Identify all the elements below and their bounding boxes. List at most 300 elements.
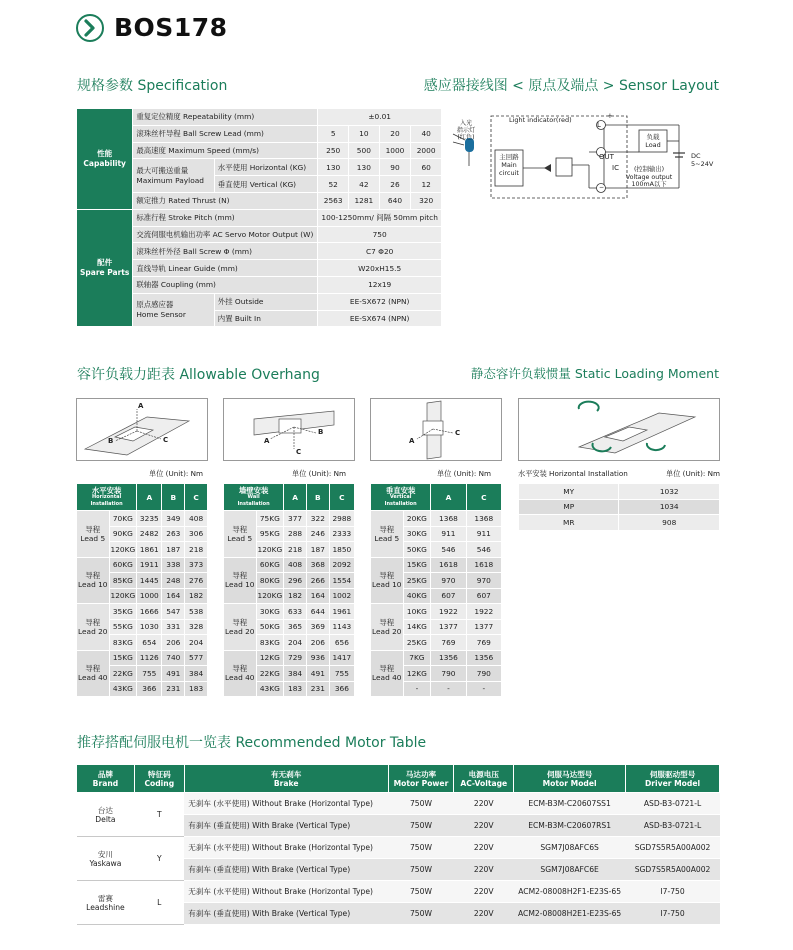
- load-cell: 120KG: [256, 542, 284, 558]
- table-row: [371, 650, 502, 666]
- value-cell: 1368: [431, 511, 466, 527]
- value-cell: 633: [284, 604, 307, 620]
- lead-en: Lead 5: [80, 533, 106, 543]
- motor-col-header: 特征码 Coding: [134, 765, 184, 793]
- load-cell: 55KG: [109, 619, 137, 635]
- load-cell: 50KG: [403, 542, 431, 558]
- voltage-cell: 220V: [454, 903, 514, 925]
- value-cell: 164: [306, 588, 329, 604]
- static-moment-illustration: [519, 399, 719, 460]
- light-indicator-cn: 入光 指示灯 (红色): [456, 120, 476, 141]
- load-cell: 12KG: [256, 650, 284, 666]
- lead-cell: [371, 604, 404, 651]
- lead-cn: 导程: [232, 664, 248, 674]
- motor-col-header: 伺服马达型号 Motor Model: [514, 765, 626, 793]
- capability-label: 性能 Capability: [77, 109, 133, 210]
- outside-value: EE-SX672 (NPN): [318, 293, 442, 310]
- thrust-value: 1281: [349, 192, 380, 209]
- lead-cn: 导程: [85, 571, 101, 581]
- value-cell: 296: [284, 573, 307, 589]
- value-cell: 328: [185, 619, 208, 635]
- load-cell: 15KG: [109, 650, 137, 666]
- lead-cell: [224, 650, 257, 697]
- load-cell: 35KG: [109, 604, 137, 620]
- motor-col-header: 有无刹车 Brake: [184, 765, 388, 793]
- table-row: [77, 881, 720, 903]
- lead-cn: 导程: [85, 617, 101, 627]
- value-cell: 218: [185, 542, 208, 558]
- value-cell: -: [431, 681, 466, 697]
- lead-en: Lead 5: [374, 533, 400, 543]
- load-cell: 10KG: [403, 604, 431, 620]
- table-row: [224, 511, 355, 527]
- value-cell: 1356: [431, 650, 466, 666]
- load-label: 负载 Load: [645, 133, 661, 149]
- static-moment-table: [518, 483, 720, 531]
- voltage-cell: 220V: [454, 881, 514, 903]
- wall-overhang-table: [223, 483, 355, 697]
- lead-cn: 导程: [379, 617, 395, 627]
- lead-cell: [77, 557, 110, 604]
- value-cell: 3235: [137, 511, 162, 527]
- moment-label: MP: [519, 499, 619, 515]
- lead-cn: 导程: [232, 571, 248, 581]
- value-cell: 970: [466, 573, 501, 589]
- value-cell: 1002: [329, 588, 354, 604]
- speed-value: 2000: [411, 142, 442, 159]
- driver-model-cell: ASD-B3-0721-L: [626, 793, 720, 815]
- repeatability-value: ±0.01: [318, 109, 442, 126]
- load-cell: 15KG: [403, 557, 431, 573]
- screw-value: C7 Φ20: [318, 243, 442, 260]
- value-cell: 349: [162, 511, 185, 527]
- value-cell: 1417: [329, 650, 354, 666]
- table-row: [371, 557, 502, 573]
- moment-label: MR: [519, 515, 619, 531]
- moment-value: 908: [619, 515, 720, 531]
- overhang-section-title: 容许负载力距表 Allowable Overhang: [77, 367, 320, 383]
- lead-cell: [77, 604, 110, 651]
- table-row: [77, 557, 208, 573]
- static-unit-label: 单位 (Unit): Nm: [666, 469, 720, 478]
- moment-value: 1032: [619, 484, 720, 500]
- value-cell: 1377: [431, 619, 466, 635]
- value-cell: 1030: [137, 619, 162, 635]
- brake-cell: 有刹车 (垂直使用) With Brake (Vertical Type): [184, 859, 388, 881]
- value-cell: 306: [185, 526, 208, 542]
- value-cell: 1000: [137, 588, 162, 604]
- value-cell: 1850: [329, 542, 354, 558]
- value-cell: 231: [306, 681, 329, 697]
- lead-en: Lead 20: [78, 626, 108, 636]
- lead-en: Lead 10: [372, 580, 402, 590]
- terminal-minus-label: −: [599, 184, 605, 191]
- load-cell: 120KG: [109, 588, 137, 604]
- power-cell: 750W: [388, 859, 454, 881]
- load-cell: 7KG: [403, 650, 431, 666]
- value-cell: 547: [162, 604, 185, 620]
- load-cell: 43KG: [256, 681, 284, 697]
- col-a-header: A: [137, 484, 162, 511]
- stroke-value: 100-1250mm/ 间隔 50mm pitch: [318, 209, 442, 226]
- screw-label: 滚珠丝杆外径 Ball Screw Φ (mm): [133, 243, 318, 260]
- lead-cell: [371, 511, 404, 558]
- brake-cell: 无刹车 (水平使用) Without Brake (Horizontal Type): [184, 881, 388, 903]
- col-c-header: C: [466, 484, 501, 511]
- axis-b-label: B: [108, 437, 114, 445]
- value-cell: 2482: [137, 526, 162, 542]
- voltage-cell: 220V: [454, 859, 514, 881]
- value-cell: 182: [284, 588, 307, 604]
- value-cell: 790: [431, 666, 466, 682]
- table-row: [371, 511, 502, 527]
- wall-actuator-illustration: [224, 399, 354, 460]
- driver-model-cell: SGD7S5R5A00A002: [626, 837, 720, 859]
- lead-cell: [371, 650, 404, 697]
- value-cell: 1554: [329, 573, 354, 589]
- value-cell: 491: [162, 666, 185, 682]
- light-indicator-label: Light indicator(red): [509, 116, 572, 124]
- lead-value: 20: [379, 125, 411, 142]
- chevron-right-icon: [76, 14, 104, 42]
- value-cell: 740: [162, 650, 185, 666]
- value-cell: 654: [137, 635, 162, 651]
- lead-en: Lead 40: [372, 673, 402, 683]
- value-cell: 408: [185, 511, 208, 527]
- axis-b-label: B: [318, 428, 324, 436]
- axis-a-label: A: [138, 402, 144, 410]
- value-cell: 1922: [466, 604, 501, 620]
- col-b-header: B: [162, 484, 185, 511]
- load-cell: 50KG: [256, 619, 284, 635]
- motor-col-header: 电源电压 AC-Voltage: [454, 765, 514, 793]
- value-cell: 384: [185, 666, 208, 682]
- load-cell: 95KG: [256, 526, 284, 542]
- horizontal-value: 90: [379, 159, 411, 176]
- load-cell: 120KG: [109, 542, 137, 558]
- builtin-value: EE-SX674 (NPN): [318, 310, 442, 327]
- table-row: [519, 515, 720, 531]
- motor-section-title: 推荐搭配伺服电机一览表 Recommended Motor Table: [77, 735, 427, 751]
- vertical-label: 垂直使用 Vertical (KG): [214, 176, 318, 193]
- value-cell: 769: [466, 635, 501, 651]
- axis-a-label: A: [264, 437, 270, 445]
- guide-label: 直线导轨 Linear Guide (mm): [133, 260, 318, 277]
- lead-en: Lead 10: [78, 580, 108, 590]
- value-cell: 790: [466, 666, 501, 682]
- lead-cn: 导程: [85, 524, 101, 534]
- value-cell: 204: [185, 635, 208, 651]
- load-cell: 85KG: [109, 573, 137, 589]
- vertical-unit-label: 单位 (Unit): Nm: [437, 469, 491, 478]
- value-cell: 369: [306, 619, 329, 635]
- table-row: [371, 604, 502, 620]
- load-cell: 22KG: [109, 666, 137, 682]
- spec-table: [76, 108, 442, 327]
- main-circuit-label: 主回路 Main circuit: [499, 153, 519, 177]
- coupling-label: 联轴器 Coupling (mm): [133, 276, 318, 293]
- value-cell: 288: [284, 526, 307, 542]
- motor-output-value: 750: [318, 226, 442, 243]
- value-cell: 1618: [466, 557, 501, 573]
- table-row: [224, 557, 355, 573]
- load-cell: 43KG: [109, 681, 137, 697]
- value-cell: 206: [306, 635, 329, 651]
- value-cell: 204: [284, 635, 307, 651]
- brake-cell: 有刹车 (垂直使用) With Brake (Vertical Type): [184, 903, 388, 925]
- value-cell: 366: [137, 681, 162, 697]
- driver-model-cell: I7-750: [626, 903, 720, 925]
- value-cell: 911: [431, 526, 466, 542]
- power-cell: 750W: [388, 837, 454, 859]
- value-cell: 263: [162, 526, 185, 542]
- driver-model-cell: I7-750: [626, 881, 720, 903]
- stroke-label: 标准行程 Stroke Pitch (mm): [133, 209, 318, 226]
- horizontal-install-header: 水平安装 Horizontal Installation: [77, 484, 137, 511]
- value-cell: 755: [329, 666, 354, 682]
- thrust-value: 320: [411, 192, 442, 209]
- axis-a-label: A: [409, 437, 415, 445]
- motor-col-header: 品牌 Brand: [77, 765, 135, 793]
- load-cell: 83KG: [256, 635, 284, 651]
- power-cell: 750W: [388, 903, 454, 925]
- vertical-value: 26: [379, 176, 411, 193]
- load-cell: 30KG: [403, 526, 431, 542]
- value-cell: 206: [162, 635, 185, 651]
- value-cell: -: [466, 681, 501, 697]
- lead-cn: 导程: [232, 617, 248, 627]
- vertical-install-diagram: [370, 398, 502, 461]
- value-cell: 246: [306, 526, 329, 542]
- coding-cell: Y: [134, 837, 184, 881]
- value-cell: 2988: [329, 511, 354, 527]
- value-cell: 729: [284, 650, 307, 666]
- brake-cell: 有刹车 (垂直使用) With Brake (Vertical Type): [184, 815, 388, 837]
- motor-model-cell: ECM-B3M-C20607RS1: [514, 815, 626, 837]
- value-cell: 1143: [329, 619, 354, 635]
- load-cell: 40KG: [403, 588, 431, 604]
- table-row: [519, 499, 720, 515]
- col-b-header: B: [306, 484, 329, 511]
- brand-cell: 雷赛 Leadshine: [77, 881, 135, 925]
- axis-c-label: C: [455, 429, 461, 437]
- lead-cn: 导程: [379, 664, 395, 674]
- value-cell: 182: [185, 588, 208, 604]
- value-cell: 1618: [431, 557, 466, 573]
- builtin-label: 内置 Built In: [214, 310, 318, 327]
- brand-cell: 台达 Delta: [77, 793, 135, 837]
- table-row: [77, 837, 720, 859]
- payload-label: 最大可搬送重量 Maximum Payload: [133, 159, 214, 193]
- lead-value: 5: [318, 125, 349, 142]
- repeatability-label: 重复定位精度 Repeatability (mm): [133, 109, 318, 126]
- load-cell: 90KG: [109, 526, 137, 542]
- value-cell: 769: [431, 635, 466, 651]
- driver-model-cell: ASD-B3-0721-L: [626, 815, 720, 837]
- load-cell: 60KG: [109, 557, 137, 573]
- speed-value: 500: [349, 142, 380, 159]
- table-row: [224, 604, 355, 620]
- speed-value: 1000: [379, 142, 411, 159]
- value-cell: 1666: [137, 604, 162, 620]
- lead-label: 滚珠丝杆导程 Ball Screw Lead (mm): [133, 125, 318, 142]
- load-cell: 60KG: [256, 557, 284, 573]
- power-cell: 750W: [388, 815, 454, 837]
- value-cell: 607: [466, 588, 501, 604]
- horizontal-unit-label: 单位 (Unit): Nm: [149, 469, 203, 478]
- speed-label: 最高速度 Maximum Speed (mm/s): [133, 142, 318, 159]
- brake-cell: 无刹车 (水平使用) Without Brake (Horizontal Type): [184, 793, 388, 815]
- coupling-value: 12x19: [318, 276, 442, 293]
- wall-install-header: 墙壁安装 Wall Installation: [224, 484, 284, 511]
- value-cell: 546: [431, 542, 466, 558]
- out-terminal-label: OUT: [599, 153, 614, 161]
- sensor-section-title: 感应器接线图 < 原点及端点 > Sensor Layout: [423, 78, 719, 94]
- plus-terminal-label: +: [607, 112, 613, 120]
- vertical-overhang-table: [370, 483, 502, 697]
- table-row: [77, 650, 208, 666]
- value-cell: 408: [284, 557, 307, 573]
- col-c-header: C: [185, 484, 208, 511]
- lead-value: 40: [411, 125, 442, 142]
- value-cell: 1445: [137, 573, 162, 589]
- guide-value: W20xH15.5: [318, 260, 442, 277]
- horizontal-value: 130: [318, 159, 349, 176]
- value-cell: 538: [185, 604, 208, 620]
- lead-en: Lead 20: [225, 626, 255, 636]
- coding-cell: L: [134, 881, 184, 925]
- spare-parts-label: 配件 Spare Parts: [77, 209, 133, 327]
- lead-en: Lead 10: [225, 580, 255, 590]
- lead-cell: [224, 604, 257, 651]
- vertical-install-header: 垂直安装 Vertical Installation: [371, 484, 431, 511]
- col-a-header: A: [431, 484, 466, 511]
- motor-col-header: 伺服驱动型号 Driver Model: [626, 765, 720, 793]
- vertical-value: 52: [318, 176, 349, 193]
- value-cell: 187: [162, 542, 185, 558]
- vertical-value: 42: [349, 176, 380, 193]
- load-cell: 120KG: [256, 588, 284, 604]
- table-row: [77, 604, 208, 620]
- value-cell: 187: [306, 542, 329, 558]
- motor-model-cell: SGM7J08AFC6E: [514, 859, 626, 881]
- value-cell: 911: [466, 526, 501, 542]
- load-cell: 25KG: [403, 635, 431, 651]
- value-cell: 755: [137, 666, 162, 682]
- terminal-l-label: L: [597, 121, 601, 129]
- motor-col-header: 马达功率 Motor Power: [388, 765, 454, 793]
- value-cell: 491: [306, 666, 329, 682]
- home-sensor-label: 原点感应器 Home Sensor: [133, 293, 214, 327]
- lead-en: Lead 40: [225, 673, 255, 683]
- horizontal-overhang-table: [76, 483, 208, 697]
- col-a-header: A: [284, 484, 307, 511]
- value-cell: 1911: [137, 557, 162, 573]
- thrust-value: 640: [379, 192, 411, 209]
- wall-unit-label: 单位 (Unit): Nm: [292, 469, 346, 478]
- power-cell: 750W: [388, 793, 454, 815]
- horizontal-label: 水平使用 Horizontal (KG): [214, 159, 318, 176]
- lead-cn: 导程: [379, 571, 395, 581]
- value-cell: 1126: [137, 650, 162, 666]
- horizontal-install-diagram: [76, 398, 208, 461]
- value-cell: 970: [431, 573, 466, 589]
- value-cell: 331: [162, 619, 185, 635]
- static-moment-diagram: [518, 398, 720, 461]
- motor-output-label: 交流伺服电机输出功率 AC Servo Motor Output (W): [133, 226, 318, 243]
- value-cell: 2092: [329, 557, 354, 573]
- value-cell: 266: [306, 573, 329, 589]
- value-cell: 546: [466, 542, 501, 558]
- brake-cell: 无刹车 (水平使用) Without Brake (Horizontal Type): [184, 837, 388, 859]
- horizontal-value: 60: [411, 159, 442, 176]
- value-cell: 218: [284, 542, 307, 558]
- page-title: BOS178: [114, 13, 228, 42]
- value-cell: 1356: [466, 650, 501, 666]
- static-install-label: 水平安装 Horizontal Installation: [518, 469, 628, 478]
- table-row: [519, 484, 720, 500]
- load-cell: 30KG: [256, 604, 284, 620]
- vertical-value: 12: [411, 176, 442, 193]
- value-cell: 1922: [431, 604, 466, 620]
- dc-voltage-label: DC 5~24V: [691, 152, 714, 168]
- load-cell: 22KG: [256, 666, 284, 682]
- voltage-cell: 220V: [454, 837, 514, 859]
- lead-cn: 导程: [85, 664, 101, 674]
- axis-c-label: C: [163, 436, 169, 444]
- axis-c-label: C: [296, 448, 302, 456]
- value-cell: 373: [185, 557, 208, 573]
- value-cell: 164: [162, 588, 185, 604]
- speed-value: 250: [318, 142, 349, 159]
- value-cell: 607: [431, 588, 466, 604]
- load-cell: 14KG: [403, 619, 431, 635]
- thrust-value: 2563: [318, 192, 349, 209]
- spec-section-title: 规格参数 Specification: [77, 78, 228, 94]
- sensor-circuit-graphic: [449, 108, 721, 203]
- motor-table: [76, 764, 720, 925]
- value-cell: 384: [284, 666, 307, 682]
- static-section-title: 静态容许负载惯量 Static Loading Moment: [470, 366, 719, 381]
- power-cell: 750W: [388, 881, 454, 903]
- load-cell: 70KG: [109, 511, 137, 527]
- load-cell: 20KG: [403, 511, 431, 527]
- value-cell: 1368: [466, 511, 501, 527]
- lead-value: 10: [349, 125, 380, 142]
- motor-model-cell: SGM7J08AFC6S: [514, 837, 626, 859]
- value-cell: 365: [284, 619, 307, 635]
- lead-en: Lead 40: [78, 673, 108, 683]
- load-cell: 80KG: [256, 573, 284, 589]
- brand-cell: 安川 Yaskawa: [77, 837, 135, 881]
- voltage-cell: 220V: [454, 815, 514, 837]
- lead-cn: 导程: [379, 524, 395, 534]
- load-cell: 12KG: [403, 666, 431, 682]
- vertical-actuator-illustration: [371, 399, 501, 460]
- value-cell: 2333: [329, 526, 354, 542]
- motor-model-cell: ACM2-08008H2E1-E23S-65: [514, 903, 626, 925]
- value-cell: 1861: [137, 542, 162, 558]
- value-cell: 183: [284, 681, 307, 697]
- load-cell: 83KG: [109, 635, 137, 651]
- lead-en: Lead 5: [227, 533, 253, 543]
- motor-model-cell: ECM-B3M-C20607SS1: [514, 793, 626, 815]
- thrust-label: 额定推力 Rated Thrust (N): [133, 192, 318, 209]
- value-cell: 276: [185, 573, 208, 589]
- value-cell: 1961: [329, 604, 354, 620]
- moment-value: 1034: [619, 499, 720, 515]
- value-cell: 577: [185, 650, 208, 666]
